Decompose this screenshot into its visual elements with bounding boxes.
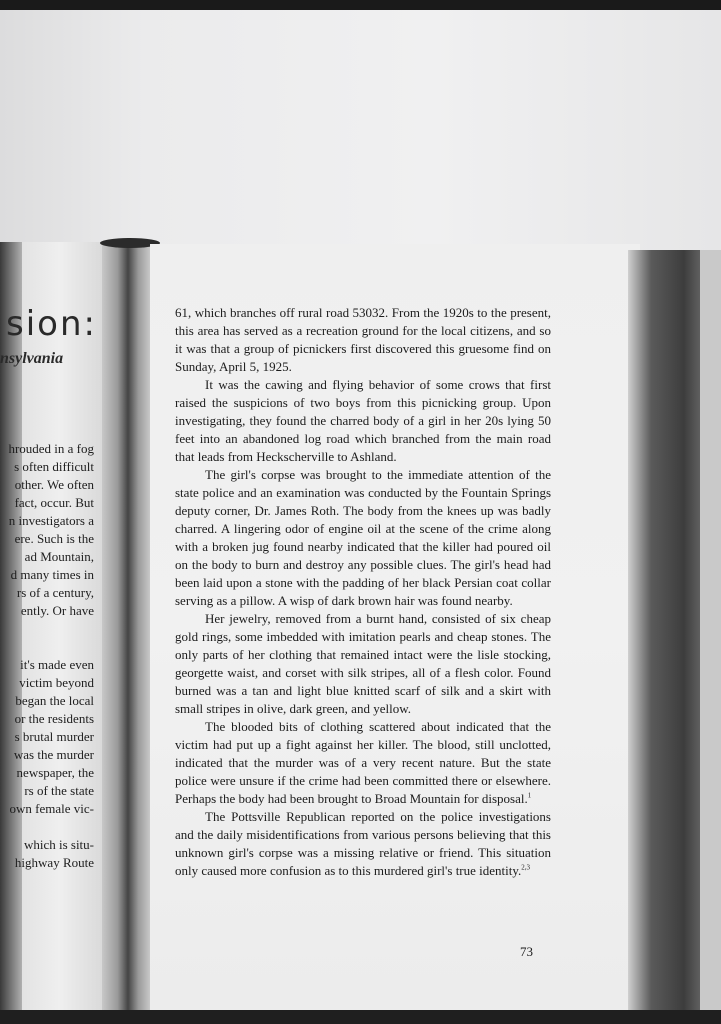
left-page-line: n investigators a <box>8 513 94 528</box>
left-page-line: newspaper, the <box>16 765 94 780</box>
left-page-line: d many times in <box>10 567 94 582</box>
left-page-line: rs of the state <box>24 783 94 798</box>
paragraph-4: Her jewelry, removed from a burnt hand, consisted of six cheap gold rings, some imbedded with imitation pearls and cheap stones. The only parts of her clothing that remained intact were the lisle stocking, georgette waist, and corset with silk stripes, all of a flesh color. Found burned was a tan and light blue knitted scarf of silk and a skirt with small stripes in olive, dark green, and yellow. <box>175 611 551 716</box>
left-page-line: victim beyond <box>19 675 94 690</box>
left-page-line: other. We often <box>14 477 94 492</box>
paragraph-6: The Pottsville Republican reported on the police investigations and the daily misidentifications from various persons believing that this unknown girl's corpse was a missing relative or friend. This situation only caused more confusion as to this murdered girl's true identity.$^{2,3}$ <box>175 809 551 878</box>
left-page-line: was the murder <box>13 747 94 762</box>
left-page-line: which is situ- <box>23 837 94 852</box>
right-page-edge <box>700 250 721 1010</box>
scanner-top-edge <box>0 0 721 10</box>
footnote-ref-1: 1 <box>527 791 532 800</box>
left-page-line: own female vic- <box>9 801 94 816</box>
left-page-line: ere. Such is the <box>14 531 94 546</box>
scanner-bottom-edge <box>0 1010 721 1024</box>
left-page-line: highway Route <box>14 855 94 870</box>
page-number: 73 <box>520 944 533 959</box>
scanner-background <box>0 10 721 250</box>
left-page-line: ently. Or have <box>20 603 94 618</box>
paragraph-2: It was the cawing and flying behavior of some crows that first raised the suspicions of two boys from this picnicking group. Upon investigating, they found the charred body of a girl in her 20s lying 50 feet into an abandoned log road which branched from the main road that leads from Heckscherville to Ashland. <box>175 377 551 464</box>
chapter-subheading-fragment: nsylvania <box>0 350 64 367</box>
chapter-heading-fragment: sion: <box>6 304 97 344</box>
book-gutter <box>102 242 154 1012</box>
left-page-line: ad Mountain, <box>24 549 94 564</box>
paragraph-5: The blooded bits of clothing scattered about indicated that the victim had put up a fight against her killer. The blood, still unclotted, indicated that the murder was of a very recent nature. But the state police were unsure if the crime had been committed there or elsewhere. Perhaps the body had been brought to Broad Mountain for disposal.$^1$ <box>175 719 551 806</box>
left-page-line: it's made even <box>20 657 94 672</box>
footnote-ref-2-3: 2,3 <box>521 863 531 872</box>
left-page-line: hrouded in a fog <box>8 441 94 456</box>
left-page-line: began the local <box>15 693 94 708</box>
left-facing-page <box>0 242 108 1012</box>
paragraph-1: 61, which branches off rural road 53032. From the 1920s to the present, this area has served as a recreation ground for the local citizens, and so it was that a group of picnickers first discovered this gruesome find on Sunday, April 5, 1925. <box>175 305 551 374</box>
left-page-line: rs of a century, <box>16 585 94 600</box>
left-page-line: fact, occur. But <box>14 495 94 510</box>
body-text <box>175 304 551 880</box>
left-page-line: or the residents <box>14 711 94 726</box>
left-page-line: s often difficult <box>14 459 94 474</box>
left-page-line: s brutal murder <box>14 729 94 744</box>
paragraph-3: The girl's corpse was brought to the immediate attention of the state police and an examination was conducted by the Fountain Springs deputy corner, Dr. James Roth. The body from the knees up was badly charred. A lingering odor of engine oil at the scene of the crime along with a broken jug found nearby indicated that the killer had poured oil on the body to burn and destroy any possible clues. The girl's head had been laid upon a stone with the padding of her black Persian coat collar serving as a pillow. A wisp of dark brown hair was found nearby. <box>175 467 551 608</box>
